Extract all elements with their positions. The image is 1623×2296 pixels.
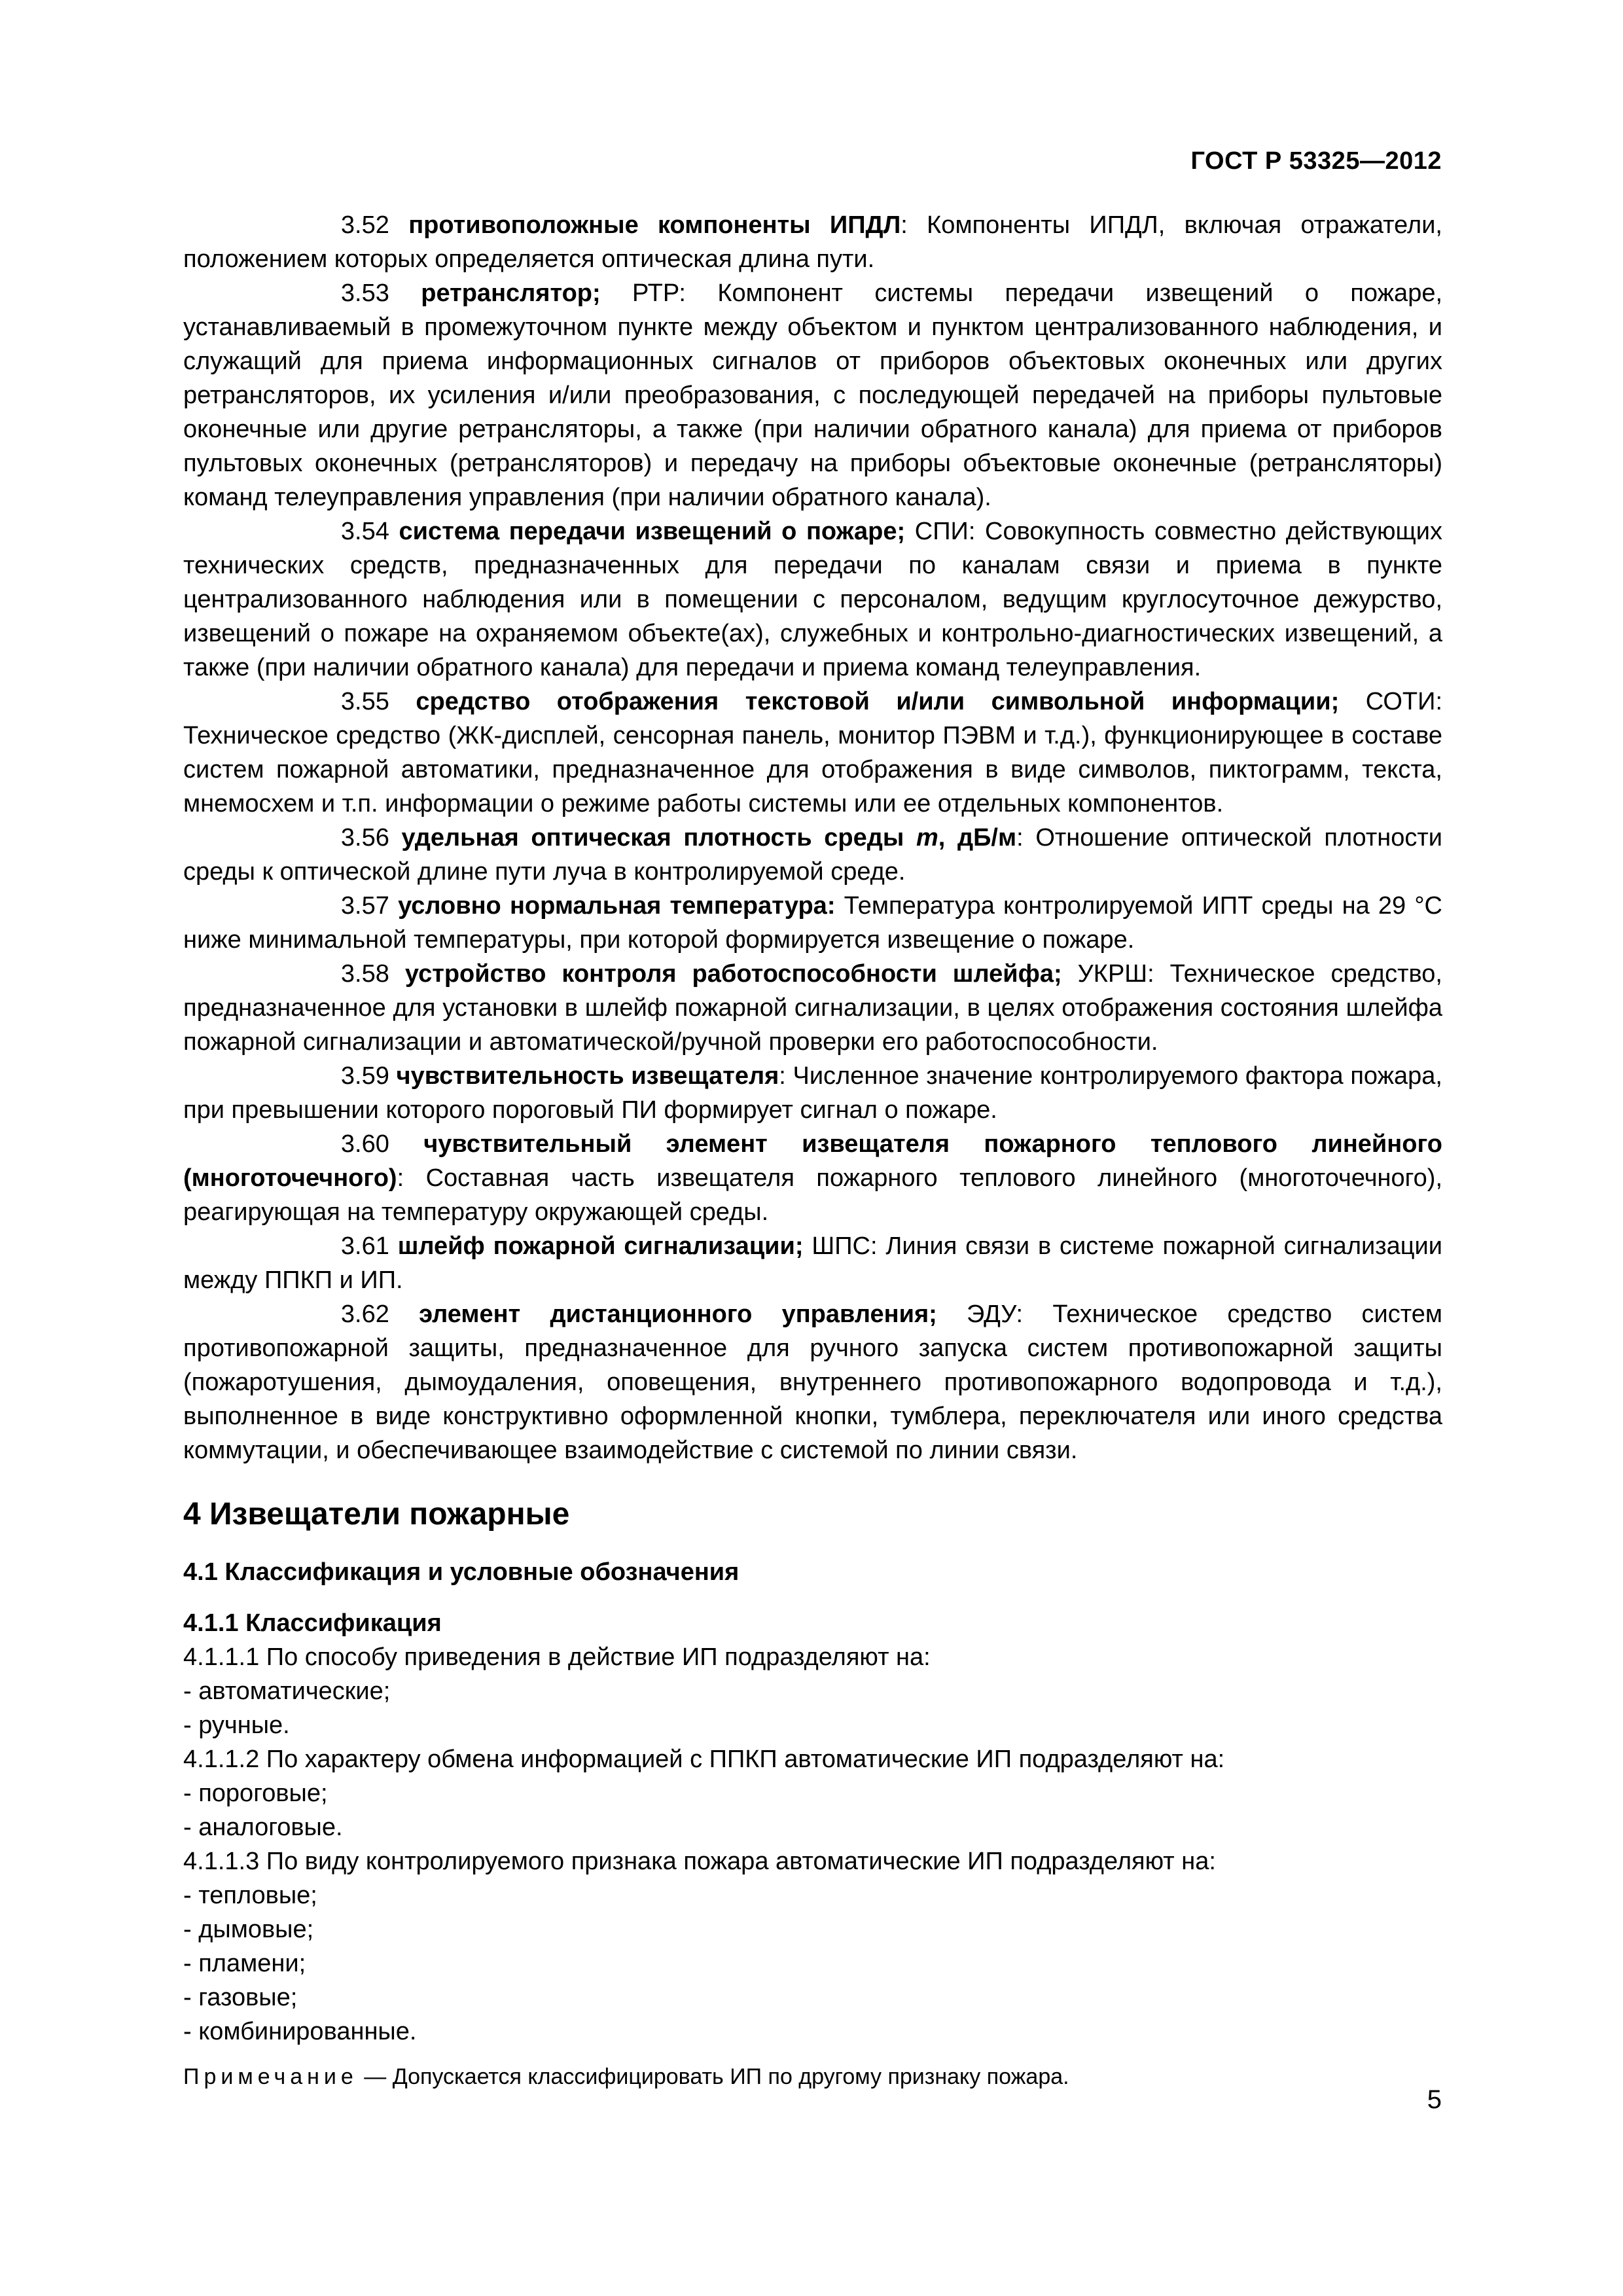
definition-text: РТР: Компонент системы передачи извещений о пожаре, устанавливаемый в промежуточном пункте между объектом и пунктом централизованного наблюдения, и служащий для приема информационных сигналов от приборов объектовых оконечных или других ретрансляторов, их усиления и/или преобразования, с последующей передачей на приборы пультовые оконечные или другие ретрансляторы, а также (при наличии обратного канала) для приема от приборов пультовых оконечных (ретрансляторов) и передачу на приборы объектовые оконечные (ретрансляторы) команд телеуправления управления (при наличии обратного канала). — [183, 279, 1443, 511]
definition-term: средство отображения текстовой и/или символьной информации; — [416, 688, 1340, 715]
list-activation-types — [183, 1674, 1442, 1742]
definition-text: Температура контролируемой ИПТ среды на 29 °С ниже минимальной температуры, при которой формируется извещение о пожаре. — [183, 892, 1442, 954]
note-label: Примечание — [183, 2064, 358, 2089]
list-item: - пороговые; — [183, 1780, 328, 1807]
list-item: - ручные. — [183, 1712, 290, 1739]
clause-4-1-1-3: 4.1.1.3 По виду контролируемого признака пожара автоматические ИП подразделяют на: — [183, 1848, 1216, 1875]
definition-3-53: 3.53 ретранслятор; РТР: Компонент системы передачи извещений о пожаре, устанавливаемый в промежуточном пункте между объектом и пунктом централизованного наблюдения, и служащий для приема информационных сигналов от приборов объектовых оконечных или других ретрансляторов, их усиления и/или преобразования, с последующей передачей на приборы пультовые оконечные или другие ретрансляторы, а также (при наличии обратного канала) для приема от приборов пультовых оконечных (ретрансляторов) и передачу на приборы объектовые оконечные (ретрансляторы) команд телеуправления управления (при наличии обратного канала). — [183, 279, 1443, 511]
section-4-title: 4 Извещатели пожарные — [183, 1497, 570, 1532]
note-text: — Допускается классифицировать ИП по другому признаку пожара. — [357, 2064, 1069, 2089]
definition-text: Составная часть извещателя пожарного теплового линейного (многоточечного), реагирующая на температуру окружающей среды. — [183, 1164, 1442, 1226]
list-item: - тепловые; — [183, 1882, 317, 1909]
list-item: - автоматические; — [183, 1677, 391, 1705]
definition-3-59: 3.59 чувствительность извещателя: Численное значение контролируемого фактора пожара, при превышении которого пороговый ПИ формирует сигнал о пожаре. — [183, 1062, 1442, 1124]
list-item: - дымовые; — [183, 1916, 314, 1943]
list-item: - газовые; — [183, 1984, 298, 2011]
definition-term: элемент дистанционного управления; — [419, 1300, 937, 1328]
definition-3-52: 3.52 противоположные компоненты ИПДЛ: Компоненты ИПДЛ, включая отражатели, положением которых определяется оптическая длина пути. — [183, 211, 1442, 273]
definition-text: СПИ: Совокупность совместно действующих технических средств, предназначенных для передачи по каналам связи и приема в пункте централизованного наблюдения или в помещении с персоналом, ведущим круглосуточное дежурство, извещений о пожаре на охраняемом объекте(ах), служебных и контрольно-диагностических извещений, а также (при наличии обратного канала) для передачи и приема команд телеуправления. — [183, 518, 1442, 681]
definition-3-58: 3.58 устройство контроля работоспособности шлейфа; УКРШ: Техническое средство, предназначенное для установки в шлейф пожарной сигнализации, в целях отображения состояния шлейфа пожарной сигнализации и автоматической/ручной проверки его работоспособности. — [183, 960, 1442, 1056]
definition-3-55: 3.55 средство отображения текстовой и/или символьной информации; СОТИ: Техническое средство (ЖК-дисплей, сенсорная панель, монитор ПЭВМ и т.д.), функционирующее в составе систем пожарной автоматики, предназначенное для отображения в виде символов, пиктограмм, текста, мнемосхем и т.п. информации о режиме работы системы или ее отдельных компонентов. — [183, 688, 1443, 817]
clause-4-1-1-2: 4.1.1.2 По характеру обмена информацией с ППКП автоматические ИП подразделяют на: — [183, 1746, 1225, 1773]
definition-term: ретранслятор; — [421, 279, 601, 307]
list-item: - пламени; — [183, 1950, 306, 1977]
definition-3-62: 3.62 элемент дистанционного управления; ЭДУ: Техническое средство систем противопожарной защиты, предназначенное для ручного запуска систем противопожарной защиты (пожаротушения, дымоудаления, оповещения, внутреннего противопожарного водопровода и т.д.), выполненное в виде конструктивно оформленной кнопки, тумблера, переключателя или иного средства коммутации, и обеспечивающее взаимодействие с системой по линии связи. — [183, 1300, 1442, 1464]
list-detector-types — [183, 1878, 1442, 2049]
definition-text: ЭДУ: Техническое средство систем противопожарной защиты, предназначенное для ручного запуска систем противопожарной защиты (пожаротушения, дымоудаления, оповещения, внутреннего противопожарного водопровода и т.д.), выполненное в виде конструктивно оформленной кнопки, тумблера, переключателя или иного средства коммутации, и обеспечивающее взаимодействие с системой по линии связи. — [183, 1300, 1442, 1464]
definition-term: шлейф пожарной сигнализации; — [397, 1232, 804, 1260]
subsection-4-1-title: 4.1 Классификация и условные обозначения — [183, 1558, 740, 1586]
subsection-4-1-1-title: 4.1.1 Классификация — [183, 1609, 442, 1637]
definition-term: система передачи извещений о пожаре; — [399, 518, 906, 545]
list-exchange-types — [183, 1776, 1442, 1844]
definition-term: противоположные компоненты ИПДЛ — [408, 211, 901, 239]
definition-3-61: 3.61 шлейф пожарной сигнализации; ШПС: Линия связи в системе пожарной сигнализации между ППКП и ИП. — [183, 1232, 1442, 1294]
definition-term: удельная оптическая плотность среды m, дБ/м — [401, 824, 1017, 852]
definition-text: ШПС: Линия связи в системе пожарной сигнализации между ППКП и ИП. — [183, 1232, 1442, 1294]
clause-4-1-1-1: 4.1.1.1 По способу приведения в действие ИП подразделяют на: — [183, 1643, 931, 1671]
page-content — [183, 208, 1442, 2092]
definition-3-54: 3.54 система передачи извещений о пожаре; СПИ: Совокупность совместно действующих технических средств, предназначенных для передачи по каналам связи и приема в пункте централизованного наблюдения или в помещении с персоналом, ведущим круглосуточное дежурство, извещений о пожаре на охраняемом объекте(ах), служебных и контрольно-диагностических извещений, а также (при наличии обратного канала) для передачи и приема команд телеуправления. — [183, 518, 1442, 681]
definition-term: условно нормальная температура: — [398, 892, 836, 920]
definition-3-60: 3.60 чувствительный элемент извещателя пожарного теплового линейного (многоточечного): Составная часть извещателя пожарного теплового линейного (многоточечного), реагирующая на температуру окружающей среды. — [183, 1130, 1442, 1226]
definition-term: чувствительный элемент извещателя пожарного теплового линейного (многоточечного) — [183, 1130, 1442, 1192]
note — [183, 2062, 1442, 2092]
definition-term: устройство контроля работоспособности шлейфа; — [404, 960, 1062, 988]
definition-text: Численное значение контролируемого фактора пожара, при превышении которого пороговый ПИ формирует сигнал о пожаре. — [183, 1062, 1442, 1124]
definition-3-57: 3.57 условно нормальная температура: Температура контролируемой ИПТ среды на 29 °С ниже минимальной температуры, при которой формируется извещение о пожаре. — [183, 892, 1442, 954]
definition-term: чувствительность извещателя — [396, 1062, 779, 1090]
definition-text: СОТИ: Техническое средство (ЖК-дисплей, сенсорная панель, монитор ПЭВМ и т.д.), функционирующее в составе систем пожарной автоматики, предназначенное для отображения в виде символов, пиктограмм, текста, мнемосхем и т.п. информации о режиме работы системы или ее отдельных компонентов. — [183, 688, 1443, 817]
definition-text: Отношение оптической плотности среды к оптической длине пути луча в контролируемой среде. — [183, 824, 1442, 886]
list-item: - аналоговые. — [183, 1814, 343, 1841]
definition-3-56: 3.56 удельная оптическая плотность среды m, дБ/м: Отношение оптической плотности среды к оптической длине пути луча в контролируемой среде. — [183, 824, 1442, 886]
definition-text: Компоненты ИПДЛ, включая отражатели, положением которых определяется оптическая длина пути. — [183, 211, 1442, 273]
list-item: - комбинированные. — [183, 2018, 417, 2045]
document-header: ГОСТ Р 53325—2012 — [1190, 147, 1442, 175]
symbol-m: m — [916, 824, 938, 852]
definition-text: УКРШ: Техническое средство, предназначенное для установки в шлейф пожарной сигнализации, в целях отображения состояния шлейфа пожарной сигнализации и автоматической/ручной проверки его работоспособности. — [183, 960, 1442, 1056]
page-number: 5 — [1427, 2085, 1442, 2114]
